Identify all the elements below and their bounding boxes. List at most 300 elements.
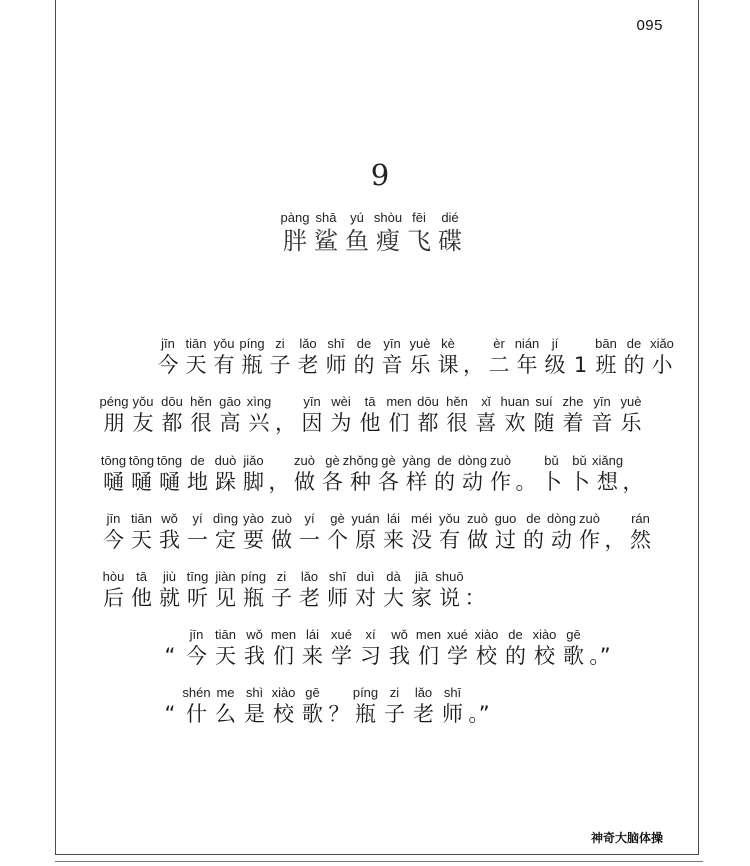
hanzi: 今 — [103, 528, 124, 552]
hanzi: 小 — [651, 353, 673, 377]
hanzi: 有 — [439, 528, 460, 552]
pinyin: jīn — [106, 511, 121, 526]
text-line-6 — [160, 627, 614, 669]
hanzi: 各 — [378, 470, 399, 494]
hanzi: 。 — [515, 470, 537, 494]
ruby-cell — [493, 511, 518, 553]
ruby-cell — [436, 210, 464, 256]
pinyin: xiào — [532, 627, 557, 642]
ruby-cell — [157, 453, 182, 495]
hanzi: 我 — [389, 644, 410, 668]
ruby-cell — [465, 511, 490, 553]
hanzi: 随 — [533, 411, 555, 435]
hanzi: 动 — [551, 528, 572, 552]
ruby-cell — [300, 685, 325, 727]
ruby-cell — [618, 394, 644, 436]
ruby-cell — [374, 210, 402, 256]
ruby-cell — [379, 336, 405, 378]
ruby-cell — [386, 394, 412, 436]
pinyin: shā — [315, 210, 337, 225]
pinyin: lǎo — [414, 685, 433, 700]
ruby-cell — [295, 336, 321, 378]
ruby-cell — [239, 336, 265, 378]
pinyin: yuè — [409, 336, 431, 351]
pinyin: nián — [514, 336, 540, 351]
pinyin: kè — [441, 336, 455, 351]
pinyin: wǒ — [391, 627, 408, 642]
hanzi: 歌 — [302, 702, 323, 726]
hanzi: 都 — [417, 411, 439, 435]
hanzi: 今 — [186, 644, 207, 668]
ruby-cell — [649, 336, 675, 378]
ruby-cell — [269, 569, 294, 611]
hanzi: 什 — [186, 702, 207, 726]
ruby-cell — [382, 685, 407, 727]
ruby-cell — [241, 569, 266, 611]
hanzi: 班 — [595, 353, 617, 377]
hanzi: 着 — [562, 411, 584, 435]
ruby-cell — [542, 336, 568, 378]
hanzi: 一 — [299, 528, 320, 552]
pinyin: tīng — [186, 569, 209, 584]
pinyin: píng — [239, 336, 265, 351]
hanzi: 音 — [591, 411, 613, 435]
pinyin: shòu — [373, 210, 403, 225]
hanzi: 1 — [573, 353, 588, 377]
pinyin: dié — [441, 210, 459, 225]
ruby-cell — [570, 336, 591, 378]
ruby-cell — [101, 453, 126, 495]
ruby-cell — [269, 453, 289, 495]
ruby-cell — [463, 336, 484, 378]
ruby-cell — [299, 394, 325, 436]
pinyin: bǔ — [572, 453, 587, 468]
hanzi: 鱼 — [345, 227, 369, 255]
hanzi: 师 — [442, 702, 463, 726]
hanzi: 个 — [327, 528, 348, 552]
ruby-cell — [357, 394, 383, 436]
ruby-cell — [593, 336, 619, 378]
hanzi: 校 — [273, 702, 294, 726]
pinyin: pàng — [280, 210, 310, 225]
ruby-cell — [329, 627, 354, 669]
hanzi: 学 — [447, 644, 468, 668]
ruby-cell — [469, 685, 489, 727]
pinyin: tōng — [156, 453, 183, 468]
ruby-cell — [271, 627, 296, 669]
hanzi: 没 — [411, 528, 432, 552]
pinyin: de — [526, 511, 541, 526]
hanzi: 脚 — [243, 470, 264, 494]
ruby-cell — [589, 394, 615, 436]
hanzi: “ — [164, 644, 176, 668]
pinyin: yí — [192, 511, 203, 526]
ruby-cell — [445, 627, 470, 669]
ruby-cell — [271, 685, 296, 727]
pinyin: jiàn — [215, 569, 236, 584]
hanzi: 老 — [297, 353, 319, 377]
hanzi: 要 — [243, 528, 264, 552]
pinyin: zuò — [467, 511, 488, 526]
ruby-cell — [185, 511, 210, 553]
hanzi: 今 — [157, 353, 179, 377]
pinyin: zhe — [562, 394, 584, 409]
pinyin: yǒu — [439, 511, 460, 526]
pinyin: tiān — [215, 627, 236, 642]
hanzi: 很 — [446, 411, 468, 435]
hanzi: ， — [463, 353, 484, 377]
pinyin: hěn — [190, 394, 212, 409]
hanzi: 朋 — [103, 411, 125, 435]
hanzi: 。” — [589, 644, 611, 668]
ruby-cell — [474, 627, 499, 669]
pinyin: zhǒng — [342, 453, 379, 468]
ruby-cell — [416, 627, 441, 669]
pinyin: xǐ — [481, 394, 491, 409]
hanzi: 乐 — [620, 411, 642, 435]
ruby-cell — [213, 627, 238, 669]
page-bottom-rule — [55, 861, 703, 862]
ruby-cell — [343, 210, 371, 256]
ruby-cell — [561, 627, 586, 669]
ruby-cell — [129, 569, 154, 611]
hanzi: 卜 — [569, 470, 590, 494]
ruby-cell — [325, 569, 350, 611]
ruby-cell — [155, 336, 181, 378]
hanzi: 动 — [462, 470, 483, 494]
hanzi: 瓶 — [241, 353, 263, 377]
ruby-cell — [409, 511, 434, 553]
ruby-cell — [184, 685, 209, 727]
ruby-cell — [292, 453, 317, 495]
ruby-cell — [267, 336, 293, 378]
pinyin: tiān — [131, 511, 152, 526]
pinyin: zuò — [579, 511, 600, 526]
hanzi: 我 — [159, 528, 180, 552]
pinyin: yào — [243, 511, 264, 526]
hanzi: 听 — [187, 586, 208, 610]
pinyin: shī — [443, 685, 462, 700]
pinyin: de — [626, 336, 642, 351]
hanzi: 友 — [132, 411, 154, 435]
pinyin: me — [216, 685, 235, 700]
hanzi: ， — [604, 528, 626, 552]
text-line-2 — [101, 394, 647, 436]
hanzi: ， — [268, 470, 290, 494]
ruby-cell — [213, 685, 238, 727]
ruby-cell — [621, 336, 647, 378]
hanzi: 习 — [360, 644, 381, 668]
ruby-cell — [213, 453, 238, 495]
pinyin: tā — [364, 394, 376, 409]
pinyin: duò — [214, 453, 237, 468]
hanzi: 大 — [383, 586, 404, 610]
hanzi: 做 — [271, 528, 292, 552]
ruby-cell — [435, 336, 461, 378]
pinyin: yuán — [351, 511, 380, 526]
pinyin: dōu — [161, 394, 183, 409]
hanzi: 校 — [534, 644, 555, 668]
hanzi: 的 — [353, 353, 375, 377]
ruby-cell — [188, 394, 214, 436]
ruby-cell — [351, 336, 377, 378]
hanzi: 课 — [437, 353, 459, 377]
pinyin: píng — [352, 685, 379, 700]
ruby-cell — [217, 394, 243, 436]
ruby-cell — [325, 511, 350, 553]
pinyin: jiǎo — [243, 453, 264, 468]
hanzi: ： — [464, 586, 486, 610]
hanzi: 作 — [490, 470, 511, 494]
ruby-cell — [297, 511, 322, 553]
ruby-cell — [437, 569, 462, 611]
ruby-cell — [407, 336, 433, 378]
pinyin: jiā — [414, 569, 428, 584]
ruby-cell — [411, 685, 436, 727]
pinyin: de — [508, 627, 523, 642]
pinyin: shì — [245, 685, 264, 700]
ruby-cell — [213, 569, 238, 611]
ruby-cell — [473, 394, 499, 436]
pinyin: gè — [325, 453, 340, 468]
pinyin: gè — [381, 453, 396, 468]
hanzi: 的 — [623, 353, 645, 377]
hanzi: 见 — [215, 586, 236, 610]
ruby-cell — [532, 627, 557, 669]
pinyin: yú — [350, 210, 364, 225]
hanzi: 欢 — [504, 411, 526, 435]
hanzi: 对 — [355, 586, 376, 610]
hanzi: 瓶 — [243, 586, 264, 610]
pinyin: lǎo — [299, 336, 317, 351]
pinyin: gè — [330, 511, 345, 526]
pinyin: xiǎng — [591, 453, 624, 468]
hanzi: 跺 — [215, 470, 236, 494]
ruby-cell — [101, 511, 126, 553]
hanzi: 们 — [418, 644, 439, 668]
ruby-cell — [101, 569, 126, 611]
hanzi: 子 — [271, 586, 292, 610]
ruby-cell — [353, 511, 378, 553]
hanzi: 们 — [273, 644, 294, 668]
ruby-cell — [160, 627, 180, 669]
pinyin: dōu — [417, 394, 439, 409]
pinyin: yí — [304, 511, 315, 526]
hanzi: 嗵 — [103, 470, 124, 494]
ruby-cell — [275, 394, 296, 436]
hanzi: 家 — [411, 586, 432, 610]
pinyin: bǔ — [544, 453, 559, 468]
ruby-cell — [539, 453, 564, 495]
pinyin: yīn — [383, 336, 401, 351]
pinyin: dìng — [212, 511, 239, 526]
pinyin: wèi — [331, 394, 351, 409]
ruby-cell — [591, 453, 624, 495]
hanzi: 作 — [579, 528, 600, 552]
pinyin: péng — [99, 394, 129, 409]
hanzi: 老 — [413, 702, 434, 726]
ruby-cell — [577, 511, 602, 553]
hanzi: 瘦 — [376, 227, 400, 255]
pinyin: jiù — [162, 569, 176, 584]
hanzi: ， — [275, 411, 296, 435]
hanzi: 子 — [269, 353, 291, 377]
text-line-3 — [101, 453, 646, 495]
hanzi: 胖 — [283, 227, 307, 255]
hanzi: 天 — [185, 353, 207, 377]
ruby-cell — [486, 336, 512, 378]
pinyin: xiǎo — [650, 336, 674, 351]
ruby-cell — [183, 336, 209, 378]
text-line-4 — [101, 511, 656, 553]
ruby-cell — [516, 453, 536, 495]
pinyin: lái — [386, 511, 400, 526]
ruby-cell — [560, 394, 586, 436]
pinyin: jí — [551, 336, 559, 351]
pinyin: shuō — [435, 569, 464, 584]
ruby-cell — [531, 394, 557, 436]
pinyin: tiān — [185, 336, 207, 351]
hanzi: 卜 — [541, 470, 562, 494]
hanzi: 。” — [468, 702, 490, 726]
pinyin: shén — [182, 685, 211, 700]
pinyin: zi — [389, 685, 400, 700]
pinyin: xué — [331, 627, 352, 642]
hanzi: 子 — [384, 702, 405, 726]
hanzi: 都 — [161, 411, 183, 435]
hanzi: 原 — [355, 528, 376, 552]
ruby-cell — [381, 511, 406, 553]
pinyin: dòng — [458, 453, 487, 468]
hanzi: 他 — [359, 411, 381, 435]
hanzi: 为 — [330, 411, 352, 435]
pinyin: gē — [305, 685, 320, 700]
ruby-cell — [409, 569, 434, 611]
hanzi: 我 — [244, 644, 265, 668]
pinyin: dòng — [547, 511, 576, 526]
pinyin: yuè — [620, 394, 642, 409]
hanzi: 鲨 — [314, 227, 338, 255]
hanzi: 定 — [215, 528, 236, 552]
hanzi: 来 — [383, 528, 404, 552]
hanzi: 他 — [131, 586, 152, 610]
pinyin: rán — [631, 511, 650, 526]
ruby-cell — [211, 336, 237, 378]
ruby-cell — [160, 685, 180, 727]
text-line-1 — [155, 336, 677, 378]
pinyin: zuò — [271, 511, 292, 526]
ruby-cell — [432, 453, 457, 495]
pinyin: men — [386, 394, 412, 409]
hanzi: 后 — [103, 586, 124, 610]
pinyin: duì — [356, 569, 375, 584]
hanzi: 碟 — [438, 227, 462, 255]
hanzi: 天 — [215, 644, 236, 668]
ruby-cell — [437, 511, 462, 553]
ruby-cell — [405, 210, 433, 256]
hanzi: 做 — [467, 528, 488, 552]
pinyin: xiào — [474, 627, 499, 642]
hanzi: 师 — [327, 586, 348, 610]
ruby-cell — [297, 569, 322, 611]
ruby-cell — [514, 336, 540, 378]
hanzi: 说 — [439, 586, 460, 610]
hanzi: 歌 — [563, 644, 584, 668]
hanzi: 师 — [325, 353, 347, 377]
hanzi: “ — [164, 702, 176, 726]
ruby-cell — [440, 685, 465, 727]
pinyin: men — [415, 627, 442, 642]
ruby-cell — [185, 453, 210, 495]
ruby-cell — [242, 685, 267, 727]
pinyin: de — [190, 453, 205, 468]
ruby-cell — [460, 453, 485, 495]
pinyin: èr — [493, 336, 505, 351]
page-number: 095 — [636, 17, 663, 34]
pinyin: men — [270, 627, 297, 642]
book-title-footer: 神奇大脑体操 — [590, 831, 663, 845]
ruby-cell — [567, 453, 592, 495]
ruby-cell — [213, 511, 238, 553]
hanzi: 很 — [190, 411, 212, 435]
pinyin: yǒu — [213, 336, 235, 351]
chapter-number: 9 — [370, 158, 390, 192]
hanzi: 音 — [381, 353, 403, 377]
hanzi: 飞 — [407, 227, 431, 255]
ruby-cell — [353, 685, 378, 727]
pinyin: yàng — [402, 453, 431, 468]
hanzi: 一 — [187, 528, 208, 552]
pinyin: jīn — [189, 627, 204, 642]
hanzi: 样 — [406, 470, 427, 494]
hanzi: 因 — [301, 411, 323, 435]
ruby-cell — [241, 511, 266, 553]
text-line-5 — [101, 569, 488, 611]
hanzi: 地 — [187, 470, 208, 494]
pinyin: hòu — [102, 569, 125, 584]
ruby-cell — [241, 453, 266, 495]
ruby-cell — [465, 569, 485, 611]
hanzi: ？ — [328, 702, 350, 726]
hanzi: 各 — [322, 470, 343, 494]
pinyin: lái — [305, 627, 319, 642]
hanzi: 过 — [495, 528, 516, 552]
ruby-cell — [342, 453, 379, 495]
pinyin: wǒ — [161, 511, 178, 526]
ruby-cell — [387, 627, 412, 669]
ruby-cell — [381, 569, 406, 611]
pinyin: de — [356, 336, 372, 351]
pinyin: zuò — [294, 453, 315, 468]
ruby-cell — [358, 627, 383, 669]
pinyin: huan — [500, 394, 530, 409]
ruby-cell — [269, 511, 294, 553]
ruby-cell — [130, 394, 156, 436]
hanzi: 想 — [597, 470, 618, 494]
pinyin: dà — [386, 569, 401, 584]
hanzi: 就 — [159, 586, 180, 610]
hanzi: 瓶 — [355, 702, 376, 726]
pinyin: tōng — [100, 453, 127, 468]
hanzi: ， — [622, 470, 644, 494]
hanzi: 兴 — [248, 411, 270, 435]
hanzi: 么 — [215, 702, 236, 726]
hanzi: 来 — [302, 644, 323, 668]
pinyin: hěn — [446, 394, 468, 409]
ruby-cell — [502, 394, 528, 436]
pinyin: xué — [447, 627, 468, 642]
ruby-cell — [590, 627, 610, 669]
